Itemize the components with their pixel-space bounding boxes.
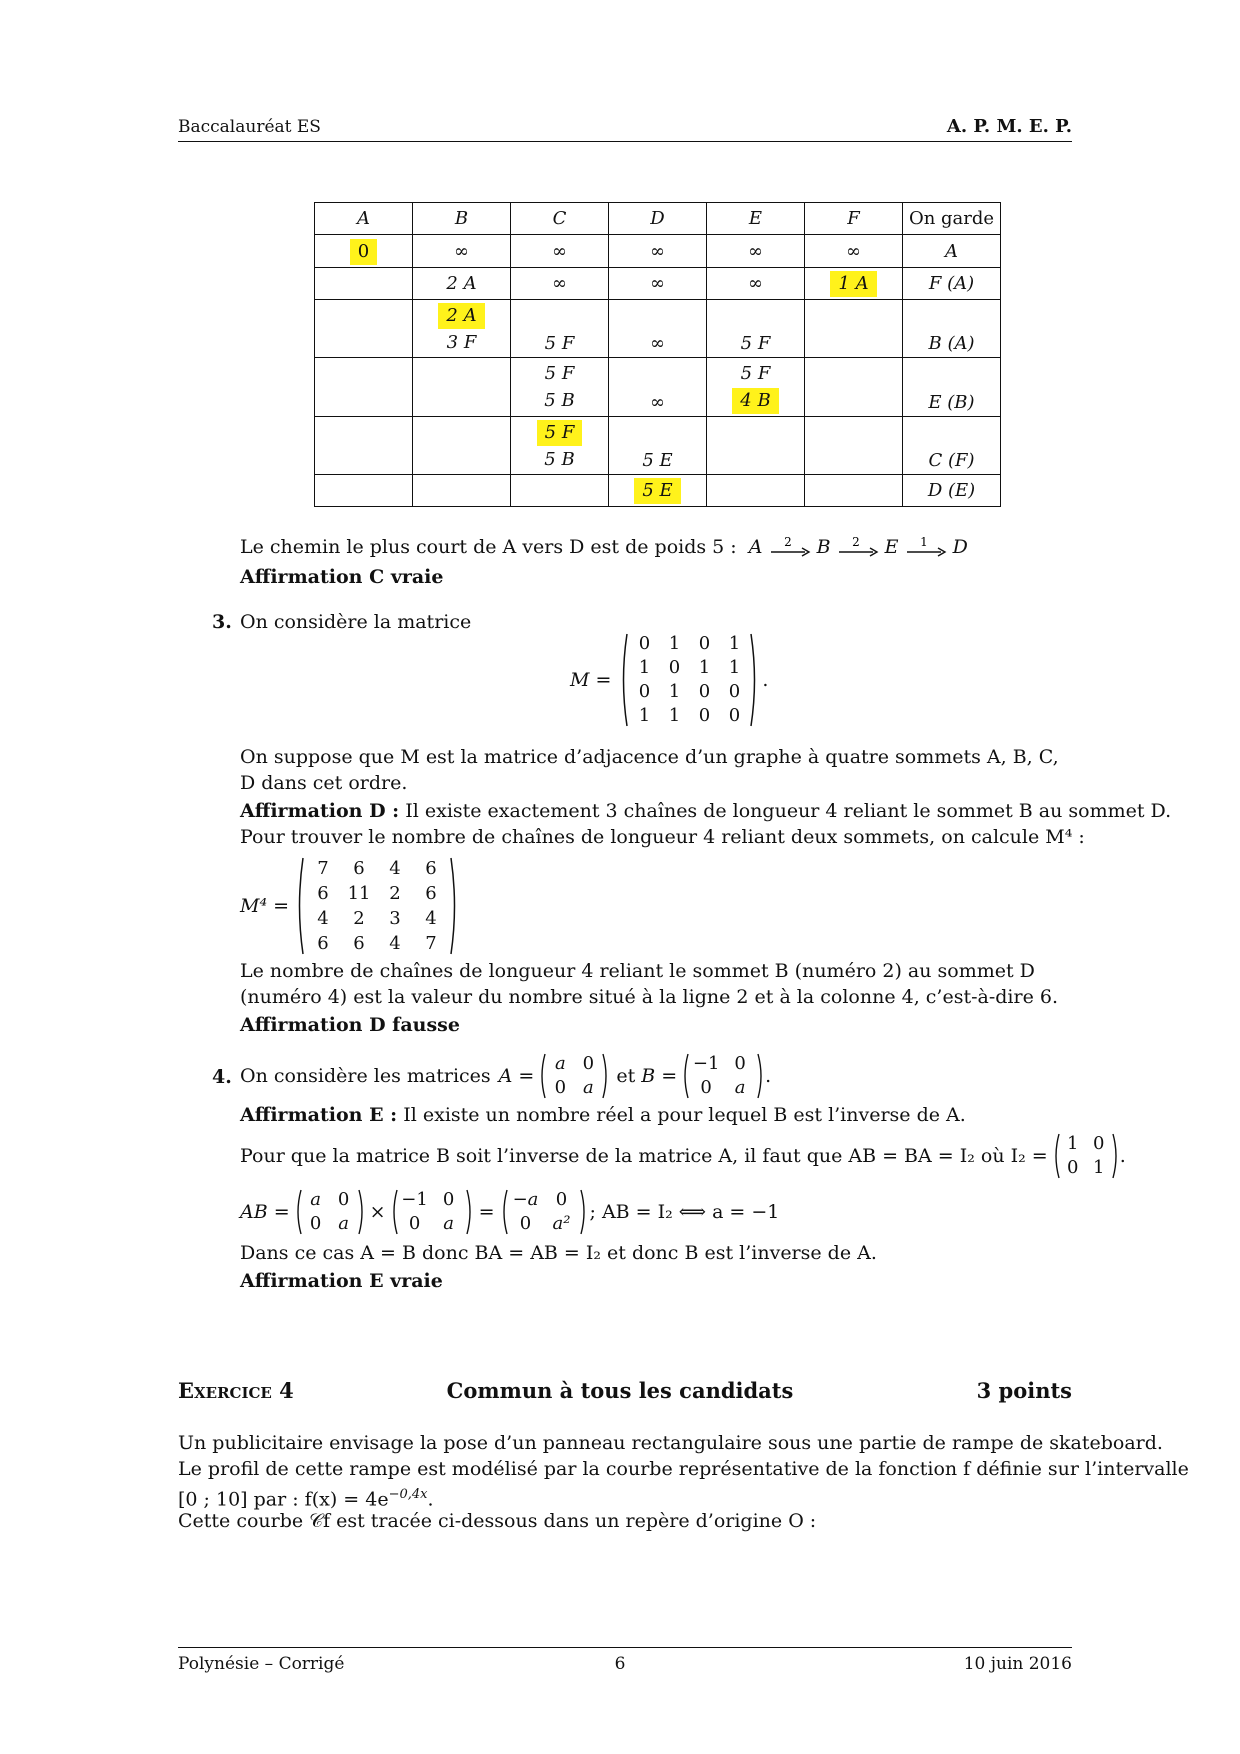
- arrow-icon: [905, 536, 947, 558]
- exercise-points: 3 points: [976, 1378, 1072, 1403]
- matrix-M: M = 0 1 0 1 1 0 1 1 0 1 0 0 1 1 0 0 .: [570, 633, 769, 726]
- left-paren: [295, 856, 305, 956]
- q3-intro: On considère la matrice: [240, 611, 472, 633]
- conclusion-c: Affirmation C vraie: [240, 566, 444, 588]
- left-paren: [538, 1052, 546, 1100]
- right-paren: [466, 1188, 474, 1236]
- weight-label: 2: [783, 536, 792, 549]
- question-number: 4.: [212, 1066, 232, 1088]
- q3-suppose: On suppose que M est la matrice d’adjacence d’un graphe à quatre sommets A, B, C, D dans cet ordre.: [240, 746, 1059, 794]
- exercise-title: Exercice 4: [178, 1378, 294, 1403]
- right-paren: [749, 632, 759, 728]
- table-row: 0 ∞ ∞ ∞ ∞ ∞ A: [315, 235, 1001, 268]
- left-paren: [500, 1188, 508, 1236]
- shortest-path: Le chemin le plus court de A vers D est de poids 5 : A 2 B 2 E 1 D: [240, 536, 968, 558]
- right-paren: [580, 1188, 588, 1236]
- conclusion-e: Affirmation E vraie: [240, 1270, 443, 1292]
- q3-explain: Le nombre de chaînes de longueur 4 reliant le sommet B (numéro 2) au sommet D (numéro 4) est la valeur du nombre situé à la ligne 2 et à la colonne 4, c’est-à-dire 6.: [240, 960, 1058, 1008]
- header-right: A. P. M. E. P.: [946, 116, 1072, 137]
- exercise-p1: Un publicitaire envisage la pose d’un panneau rectangulaire sous une partie de rampe de skateboard.: [178, 1432, 1163, 1454]
- page-number: 6: [614, 1654, 626, 1674]
- weight-label: 2: [851, 536, 860, 549]
- right-paren: [757, 1052, 765, 1100]
- right-paren: [358, 1188, 366, 1236]
- inverse-condition: Pour que la matrice B soit l’inverse de la matrice A, il faut que AB = BA = I₂ où I₂ = 1 0 0 1 .: [240, 1133, 1126, 1178]
- footer-right: 10 juin 2016: [963, 1654, 1072, 1674]
- right-paren: [1112, 1132, 1120, 1180]
- left-paren: [1052, 1132, 1060, 1180]
- exercise-p2: Le profil de cette rampe est modélisé par la courbe représentative de la fonction f définie sur l’intervalle: [178, 1458, 1189, 1480]
- table-row: A B C D E F On garde: [315, 203, 1001, 235]
- dijkstra-table: [314, 202, 1001, 507]
- question-number: 3.: [212, 611, 232, 633]
- left-paren: [681, 1052, 689, 1100]
- affirmation-d: Affirmation D : Il existe exactement 3 chaînes de longueur 4 reliant le sommet B au sommet D.: [240, 800, 1172, 822]
- q4-case: Dans ce cas A = B donc BA = AB = I₂ et donc B est l’inverse de A.: [240, 1242, 877, 1264]
- q4-matrices: On considère les matrices A = a 0 0 a et B = −1 0 0 a .: [240, 1053, 772, 1098]
- matrix-M4: M⁴ = 7 6 4 6 6 11 2 6 4 2 3 4 6 6 4 7: [240, 856, 459, 956]
- left-paren: [390, 1188, 398, 1236]
- exercise-p3: [0 ; 10] par : $f(x) = 4e^{-0,4x}$.: [178, 1487, 434, 1511]
- header-rule: [178, 141, 1072, 142]
- table-row: 5 F 5 B 5 E C (F): [315, 417, 1001, 475]
- table-row: 2 A ∞ ∞ ∞ 1 A F (A): [315, 268, 1001, 300]
- exercise-p4: Cette courbe 𝒞f est tracée ci-dessous dans un repère d’origine O :: [178, 1510, 817, 1532]
- footer-left: Polynésie – Corrigé: [178, 1654, 345, 1674]
- conclusion-d: Affirmation D fausse: [240, 1014, 460, 1036]
- arrow-icon: [769, 536, 811, 558]
- arrow-icon: [837, 536, 879, 558]
- left-paren: [294, 1188, 302, 1236]
- left-paren: [619, 632, 629, 728]
- q3-method: Pour trouver le nombre de chaînes de longueur 4 reliant deux sommets, on calcule M⁴ :: [240, 826, 1085, 848]
- weight-label: 1: [919, 536, 928, 549]
- affirmation-e: Affirmation E : Il existe un nombre réel a pour lequel B est l’inverse de A.: [240, 1104, 966, 1126]
- table-row: 5 F 5 B ∞ 5 F 4 B E (B): [315, 358, 1001, 417]
- exercise-subtitle: Commun à tous les candidats: [446, 1378, 794, 1403]
- right-paren: [602, 1052, 610, 1100]
- header-left: Baccalauréat ES: [178, 117, 321, 137]
- table-row: 5 E D (E): [315, 475, 1001, 507]
- footer-rule: [178, 1647, 1072, 1648]
- ab-product: AB = a 0 0 a × −1 0 0 a = −a 0 0 a² ; AB = I₂ ⟺ a = −1: [240, 1189, 780, 1234]
- table-row: 2 A 3 F 5 F ∞ 5 F B (A): [315, 300, 1001, 358]
- right-paren: [449, 856, 459, 956]
